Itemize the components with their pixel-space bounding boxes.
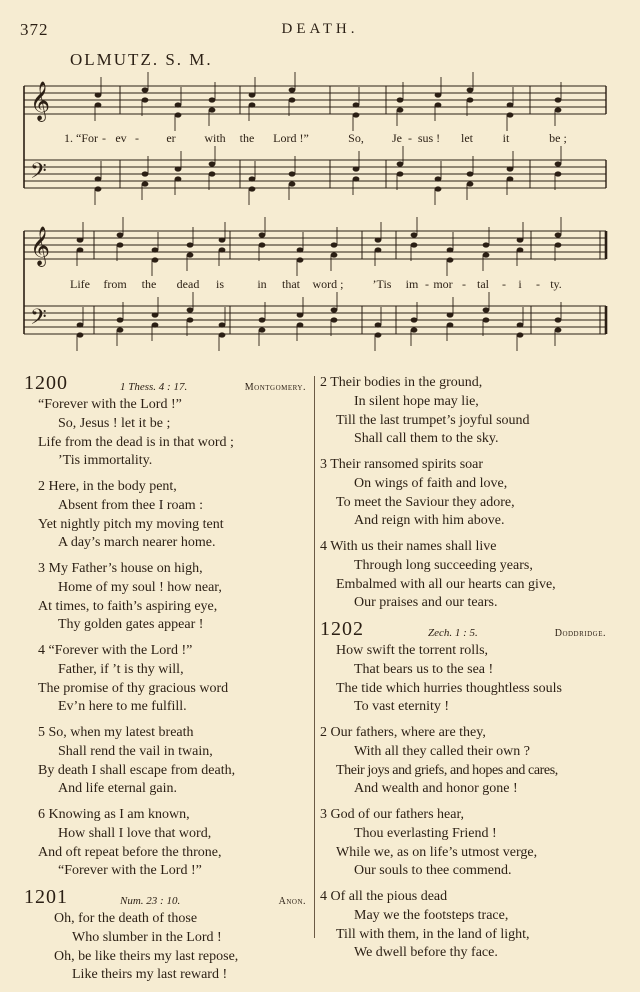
- verse-line: We dwell before thy face.: [354, 945, 498, 961]
- note-head: [187, 317, 194, 322]
- note-head: [152, 247, 159, 252]
- note-head: [77, 247, 84, 252]
- verse-line: 3 My Father’s house on high,: [38, 560, 203, 576]
- verse-line: 4 With us their names shall live: [320, 538, 497, 554]
- verse-line: Till the last trumpet’s joyful sound: [336, 412, 530, 428]
- note-head: [289, 171, 296, 176]
- hymn-author: Montgomery.: [244, 382, 306, 393]
- verse-line: May we the footsteps trace,: [354, 907, 509, 923]
- lyric-syllable: 1. “For: [64, 131, 98, 145]
- verse-line: 4 Of all the pious dead: [320, 888, 448, 904]
- note-head: [209, 171, 216, 176]
- verse-line: 2 Here, in the body pent,: [38, 478, 177, 494]
- verse-line: Father, if ’t is thy will,: [58, 661, 184, 677]
- lyric-syllable: in: [257, 277, 267, 291]
- lyric-syllable: is: [215, 277, 225, 291]
- note-head: [467, 171, 474, 176]
- note-head: [483, 317, 490, 322]
- verse-line: 5 So, when my latest breath: [38, 724, 194, 740]
- verse-line: Oh, be like theirs my last repose,: [54, 948, 239, 964]
- scripture-reference: Num. 23 : 10.: [120, 894, 181, 907]
- verse-line: By death I shall escape from death,: [38, 762, 236, 778]
- stanza: [24, 560, 310, 635]
- hymn-1202-header: [320, 617, 610, 642]
- note-head: [411, 242, 418, 247]
- note-head: [142, 171, 149, 176]
- verse-line: On wings of faith and love,: [354, 475, 508, 491]
- verse-line: Oh, for the death of those: [54, 910, 198, 926]
- note-head: [507, 176, 514, 181]
- note-head: [249, 92, 256, 97]
- note-head: [142, 181, 149, 186]
- lyrics-line-2: [0, 277, 640, 293]
- lyric-syllable: -: [135, 131, 139, 145]
- lyric-syllable: ty.: [550, 277, 562, 291]
- note-head: [353, 102, 360, 107]
- stanza: [24, 910, 310, 985]
- lyric-syllable: -: [462, 277, 466, 291]
- verse-line: Who slumber in the Lord !: [72, 929, 222, 945]
- note-head: [259, 232, 266, 237]
- lyric-syllable: from: [103, 277, 127, 291]
- verse-line: How shall I love that word,: [58, 825, 212, 841]
- left-column: [24, 374, 310, 992]
- lyric-syllable: ev: [115, 131, 127, 145]
- note-head: [297, 312, 304, 317]
- note-head: [249, 176, 256, 181]
- stanza: [320, 724, 610, 799]
- stanza: [24, 478, 310, 553]
- note-head: [117, 317, 124, 322]
- treble-clef: 𝄞: [30, 83, 51, 120]
- note-head: [95, 102, 102, 107]
- note-head: [435, 186, 442, 191]
- bass-clef: 𝄢: [30, 159, 47, 188]
- lyric-syllable: -: [425, 277, 429, 291]
- note-head: [175, 102, 182, 107]
- verse-line: At times, to faith’s aspiring eye,: [38, 598, 218, 614]
- verse-line: That bears us to the sea !: [354, 661, 494, 677]
- page-number: 372: [20, 20, 49, 39]
- note-head: [555, 107, 562, 112]
- note-head: [555, 327, 562, 332]
- note-head: [483, 252, 490, 257]
- note-head: [467, 97, 474, 102]
- lyric-syllable: Lord !”: [273, 131, 309, 145]
- note-head: [517, 322, 524, 327]
- verse-line: So, Jesus ! let it be ;: [58, 415, 171, 431]
- verse-line: 3 Their ransomed spirits soar: [320, 456, 484, 472]
- verse-line: How swift the torrent rolls,: [336, 642, 489, 658]
- verse-line: “Forever with the Lord !”: [38, 397, 182, 412]
- stanza: [320, 374, 610, 449]
- note-head: [353, 112, 360, 117]
- note-head: [467, 181, 474, 186]
- note-head: [411, 317, 418, 322]
- hymn-author: Doddridge.: [554, 627, 606, 639]
- note-head: [142, 87, 149, 92]
- note-head: [289, 87, 296, 92]
- stanza: [24, 396, 310, 471]
- note-head: [411, 232, 418, 237]
- verse-line: ’Tis immortality.: [58, 453, 153, 469]
- verse-line: 6 Knowing as I am known,: [38, 806, 190, 822]
- note-head: [435, 92, 442, 97]
- lyric-syllable: Life: [70, 277, 90, 291]
- verse-line: 4 “Forever with the Lord !”: [38, 642, 193, 658]
- note-head: [187, 242, 194, 247]
- note-head: [555, 242, 562, 247]
- note-head: [187, 307, 194, 312]
- note-head: [152, 322, 159, 327]
- note-head: [259, 327, 266, 332]
- note-head: [117, 242, 124, 247]
- note-head: [375, 237, 382, 242]
- note-head: [259, 317, 266, 322]
- note-head: [95, 186, 102, 191]
- verse-line: 2 Their bodies in the ground,: [320, 375, 483, 390]
- scripture-reference: Zech. 1 : 5.: [428, 626, 478, 639]
- note-head: [152, 257, 159, 262]
- note-head: [289, 97, 296, 102]
- verse-line: In silent hope may lie,: [354, 393, 479, 409]
- lyric-syllable: word ;: [312, 277, 344, 291]
- scripture-reference: 1 Thess. 4 : 17.: [120, 381, 188, 393]
- verse-line: Yet nightly pitch my moving tent: [38, 516, 224, 532]
- note-head: [297, 247, 304, 252]
- verse-line: Shall call them to the sky.: [354, 431, 499, 447]
- verse-line: Their joys and griefs, and hopes and cares,: [336, 762, 558, 778]
- verse-line: Shall rend the vail in twain,: [58, 743, 213, 759]
- note-head: [375, 247, 382, 252]
- note-head: [517, 247, 524, 252]
- verse-line: Through long succeeding years,: [354, 557, 533, 573]
- hymn-1200-header: [24, 374, 310, 396]
- lyric-syllable: the: [239, 131, 255, 145]
- hymn-number: 1202: [320, 617, 364, 640]
- stanza: [320, 456, 610, 531]
- note-head: [435, 176, 442, 181]
- note-head: [467, 87, 474, 92]
- note-head: [117, 232, 124, 237]
- note-head: [187, 252, 194, 257]
- lyric-syllable: -: [408, 131, 412, 145]
- note-head: [375, 322, 382, 327]
- verse-line: A day’s march nearer home.: [58, 535, 216, 551]
- note-head: [555, 232, 562, 237]
- lyrics-line-1: [0, 131, 640, 147]
- note-head: [209, 161, 216, 166]
- column-divider: [314, 376, 315, 938]
- note-head: [331, 317, 338, 322]
- note-head: [517, 332, 524, 337]
- verse-line: Till with them, in the land of light,: [336, 926, 530, 942]
- lyric-syllable: be ;: [549, 131, 567, 145]
- verse-line: With all they called their own ?: [354, 743, 530, 759]
- note-head: [249, 102, 256, 107]
- lyric-syllable: im: [405, 277, 419, 291]
- note-head: [435, 102, 442, 107]
- note-head: [331, 252, 338, 257]
- note-head: [331, 242, 338, 247]
- note-head: [397, 171, 404, 176]
- note-head: [95, 176, 102, 181]
- note-head: [152, 312, 159, 317]
- verse-line: Home of my soul ! how near,: [58, 579, 222, 595]
- verse-line: Absent from thee I roam :: [58, 497, 204, 513]
- verse-line: Embalmed with all our hearts can give,: [336, 576, 556, 592]
- note-head: [507, 166, 514, 171]
- lyric-syllable: -: [536, 277, 540, 291]
- lyric-syllable: sus !: [417, 131, 441, 145]
- note-head: [209, 107, 216, 112]
- verse-line: 2 Our fathers, where are they,: [320, 724, 486, 740]
- note-head: [447, 257, 454, 262]
- stanza: [320, 642, 610, 717]
- verse-line: Like theirs my last reward !: [72, 967, 228, 983]
- note-head: [175, 166, 182, 171]
- note-head: [483, 242, 490, 247]
- note-head: [219, 237, 226, 242]
- verse-line: Ev’n here to me fulfill.: [58, 699, 187, 715]
- note-head: [77, 332, 84, 337]
- stanza: [320, 538, 610, 613]
- verse-line: To vast eternity !: [354, 699, 450, 715]
- lyric-syllable: tal: [477, 277, 489, 291]
- lyric-syllable: let: [461, 131, 473, 145]
- verse-line: The promise of thy gracious word: [38, 680, 229, 696]
- note-head: [219, 332, 226, 337]
- note-head: [249, 186, 256, 191]
- verse-line: Our souls to thee commend.: [354, 863, 512, 879]
- note-head: [517, 237, 524, 242]
- lyric-syllable: -: [102, 131, 106, 145]
- hymn-number: 1200: [24, 372, 68, 394]
- lyric-syllable: Je: [392, 131, 402, 145]
- note-head: [209, 97, 216, 102]
- stanza: [24, 642, 310, 717]
- section-title: DEATH.: [281, 21, 359, 37]
- verse-line: And wealth and honor gone !: [354, 781, 518, 797]
- note-head: [397, 97, 404, 102]
- note-head: [259, 242, 266, 247]
- stanza: [320, 888, 610, 963]
- note-head: [555, 97, 562, 102]
- lyric-syllable: that: [282, 277, 300, 291]
- note-head: [507, 102, 514, 107]
- stanza: [320, 806, 610, 881]
- note-head: [77, 322, 84, 327]
- note-head: [219, 247, 226, 252]
- hymn-number: 1201: [24, 885, 68, 908]
- note-head: [175, 176, 182, 181]
- verse-line: And oft repeat before the throne,: [38, 844, 222, 860]
- lyric-syllable: i: [518, 277, 522, 291]
- treble-clef: 𝄞: [30, 228, 51, 265]
- note-head: [77, 237, 84, 242]
- lyric-syllable: -: [502, 277, 506, 291]
- note-head: [117, 327, 124, 332]
- verse-line: Thou everlasting Friend !: [354, 825, 497, 841]
- lyric-syllable: er: [166, 131, 176, 145]
- verse-line: Life from the dead is in that word ;: [38, 434, 234, 450]
- note-head: [397, 107, 404, 112]
- note-head: [447, 312, 454, 317]
- note-head: [289, 181, 296, 186]
- note-head: [142, 97, 149, 102]
- note-head: [331, 307, 338, 312]
- note-head: [507, 112, 514, 117]
- verse-line: While we, as on life’s utmost verge,: [336, 844, 538, 860]
- verse-line: The tide which hurries thoughtless souls: [336, 680, 562, 696]
- note-head: [375, 332, 382, 337]
- note-head: [555, 171, 562, 176]
- note-head: [175, 112, 182, 117]
- music-score: [0, 0, 640, 370]
- note-head: [297, 257, 304, 262]
- note-head: [483, 307, 490, 312]
- hymn-author: Anon.: [278, 895, 306, 907]
- note-head: [447, 247, 454, 252]
- verse-line: To meet the Saviour they adore,: [336, 494, 515, 510]
- verse-line: Our praises and our tears.: [354, 595, 498, 611]
- note-head: [353, 176, 360, 181]
- verse-line: And life eternal gain.: [58, 781, 177, 797]
- tune-name: OLMUTZ. S. M.: [70, 50, 213, 69]
- note-head: [397, 161, 404, 166]
- note-head: [353, 166, 360, 171]
- note-head: [555, 161, 562, 166]
- note-head: [297, 322, 304, 327]
- stanza: [24, 724, 310, 799]
- lyric-syllable: ’Tis: [372, 277, 392, 291]
- verse-line: Thy golden gates appear !: [58, 617, 204, 633]
- note-head: [219, 322, 226, 327]
- lyric-syllable: So,: [348, 131, 364, 145]
- note-head: [95, 92, 102, 97]
- verse-line: 3 God of our fathers hear,: [320, 806, 465, 822]
- lyric-syllable: dead: [176, 277, 200, 291]
- note-head: [411, 327, 418, 332]
- note-head: [447, 322, 454, 327]
- stanza: [24, 806, 310, 881]
- lyric-syllable: with: [204, 131, 226, 145]
- note-head: [555, 317, 562, 322]
- lyric-syllable: mor: [433, 277, 453, 291]
- hymn-1201-header: [24, 885, 310, 910]
- lyric-syllable: it: [502, 131, 510, 145]
- verse-line: “Forever with the Lord !”: [58, 863, 202, 879]
- lyric-syllable: the: [141, 277, 157, 291]
- bass-clef: 𝄢: [30, 305, 47, 334]
- verse-line: And reign with him above.: [354, 513, 505, 529]
- right-column: [320, 374, 610, 970]
